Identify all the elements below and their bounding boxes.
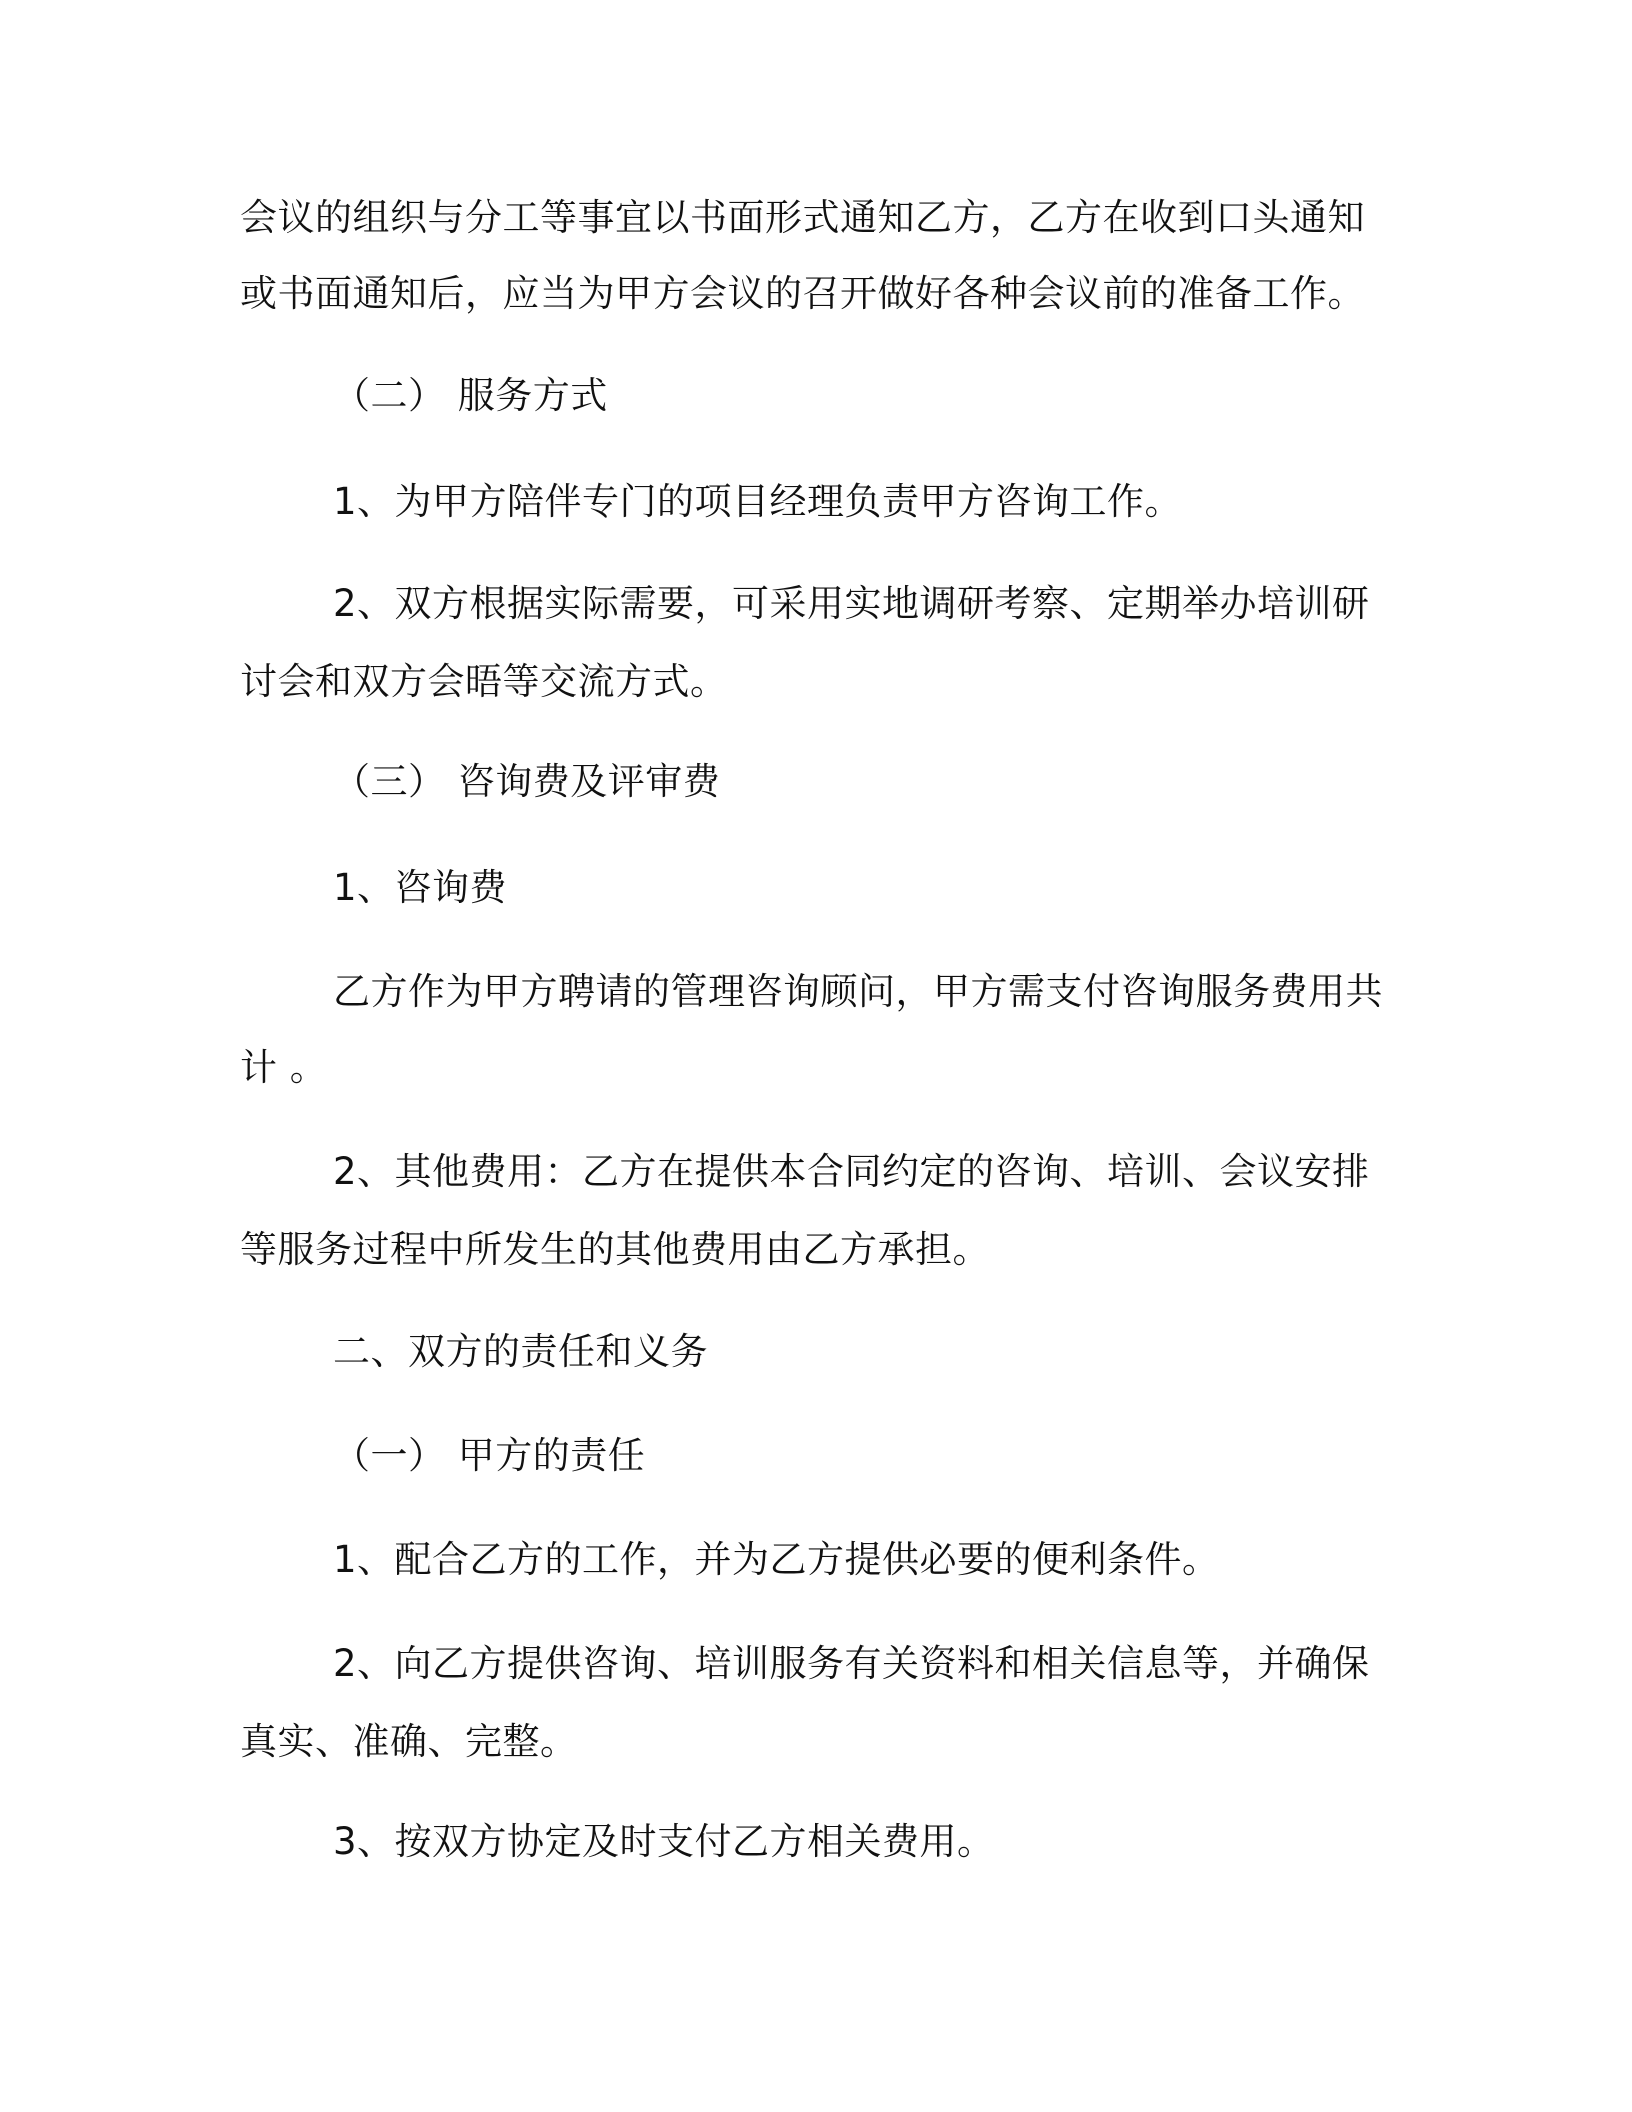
list-item: 1、配合乙方的工作，并为乙方提供必要的便利条件。 [333,1538,1220,1581]
paragraph-line: 讨会和双方会晤等交流方式。 [240,660,728,703]
list-item: 2、向乙方提供咨询、培训服务有关资料和相关信息等，并确保 [333,1642,1370,1685]
list-item: 1、为甲方陪伴专门的项目经理负责甲方咨询工作。 [333,480,1183,523]
paragraph-line: 等服务过程中所发生的其他费用由乙方承担。 [240,1228,990,1271]
list-item: 1、咨询费 [333,866,508,909]
paragraph-line: 会议的组织与分工等事宜以书面形式通知乙方，乙方在收到口头通知 [240,196,1365,239]
section-heading: （三） 咨询费及评审费 [333,760,721,803]
section-heading: （一） 甲方的责任 [333,1434,646,1477]
list-item: 3、按双方协定及时支付乙方相关费用。 [333,1820,995,1863]
paragraph-line: 真实、准确、完整。 [240,1720,578,1763]
list-item: 2、双方根据实际需要，可采用实地调研考察、定期举办培训研 [333,582,1370,625]
list-item: 2、其他费用：乙方在提供本合同约定的咨询、培训、会议安排 [333,1150,1370,1193]
paragraph-line: 计 。 [240,1046,328,1089]
paragraph-line: 乙方作为甲方聘请的管理咨询顾问，甲方需支付咨询服务费用共 [333,970,1383,1013]
section-heading: 二、双方的责任和义务 [333,1330,708,1373]
section-heading: （二） 服务方式 [333,374,608,417]
paragraph-line: 或书面通知后，应当为甲方会议的召开做好各种会议前的准备工作。 [240,272,1365,315]
